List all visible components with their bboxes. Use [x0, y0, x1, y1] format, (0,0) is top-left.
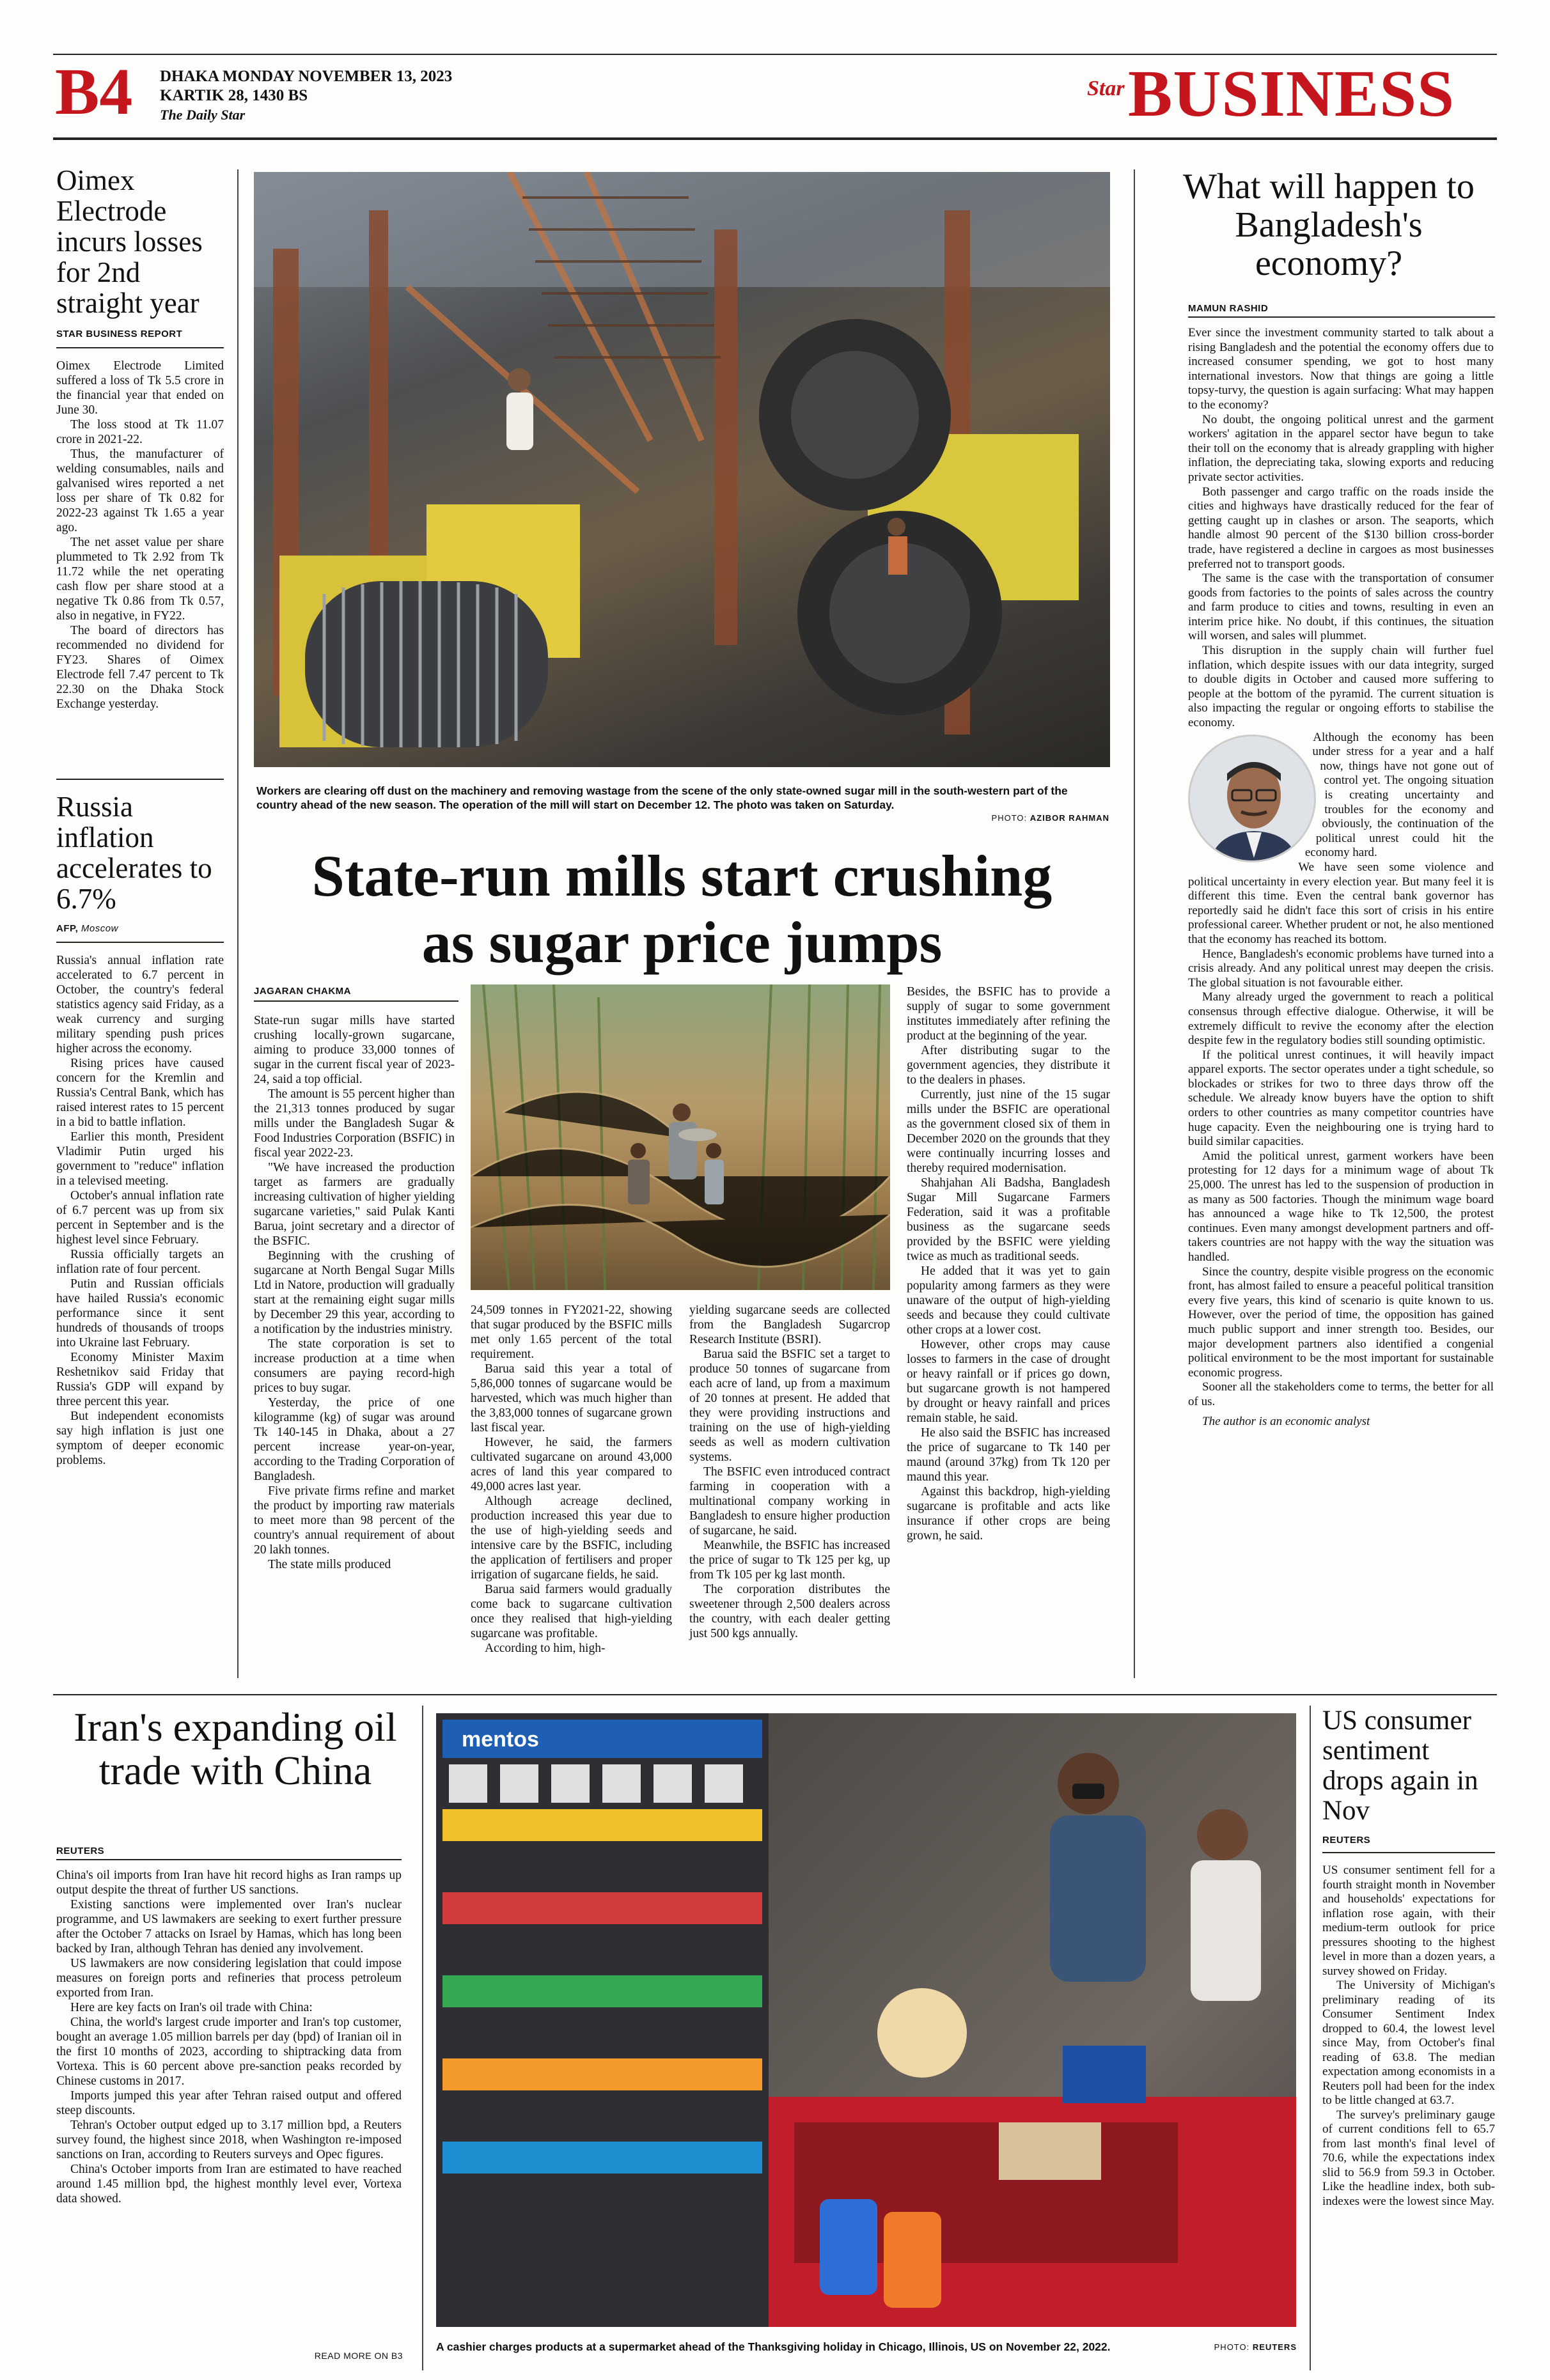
sugar-column-1 [254, 1013, 455, 1572]
credit-name: AZIBOR RAHMAN [1029, 813, 1109, 823]
author-portrait [1190, 736, 1316, 862]
paragraph: Although acreage declined, production increased this year due to the use of high-yielding seeds and intensive care by the BSFIC, including the application of fertilisers and proper irrigation of sugarcane fields, he said. [471, 1495, 672, 1582]
oimex-byline: STAR BUSINESS REPORT [56, 329, 183, 339]
iran-body [56, 1868, 402, 2206]
oimex-headline: Oimex Electrode incurs losses for 2nd straight year [56, 164, 203, 319]
russia-headline: Russia inflation accelerates to 6.7% [56, 791, 212, 915]
paragraph: Since the country, despite visible progress on the economic front, has almost failed to ensure a peaceful political transition every five years, this kind of scenario is quite known to us. However, over the period of time, the opposition has gained much public support and inner strength too. Besides, our major development partners also identified a congenial political environment to be the most important for sustainable economic progress. [1188, 1264, 1494, 1380]
paragraph: The BSFIC even introduced contract farming in cooperation with a multinational company working in Bangladesh to ensure higher production of sugarcane, he said. [689, 1465, 890, 1537]
paragraph: However, other crops may cause losses to farmers in the case of drought or heavy rainfall or if prices go down, but sugarcane growth is not hampered by drought or heavy rainfall and prices remain stable, he said. [907, 1338, 1110, 1425]
sugar-column-2 [471, 1303, 672, 1656]
credit-name: REUTERS [1252, 2342, 1297, 2352]
oimex-article [56, 165, 224, 712]
paragraph: Amid the political unrest, garment workers have been protesting for 12 days for a minimum wage of about Tk 25,000. The unrest has led to the suspension of production in as many as 500 factories. Though the minimum wage board has announced a wage hike to Tk 12,500, the protest continues. Even many amongst development partners and off-takers countries are not happy with the way the situation was handled. [1188, 1149, 1494, 1264]
iran-headline: Iran's expanding oil trade with China [74, 1704, 397, 1793]
paragraph: Besides, the BSFIC has to provide a supply of sugar to some government institutes immediately after refining the product at the beginning of the year. [907, 985, 1110, 1043]
paragraph: "We have increased the production target as farmers are gradually increasing cultivation of higher yielding sugarcane varieties," said Pulak Kanti Barua, joint secretary and a director of the BSFIC. [254, 1161, 455, 1248]
paragraph: The state corporation is set to increase production at a time when consumers are paying record-high prices to buy sugar. [254, 1337, 455, 1395]
paragraph: The same is the case with the transportation of consumer goods from factories to the points of sales across the country and farm produce to cities and towns, resulting in even an interim price hike. No doubt, if this continues, the situation will worsen, and sales will plummet. [1188, 572, 1494, 643]
dateline: DHAKA MONDAY NOVEMBER 13, 2023 [160, 68, 453, 85]
sugar-column-3 [689, 1303, 890, 1641]
sugar-mill-photo [254, 172, 1110, 767]
paragraph: Yesterday, the price of one kilogramme (kg) of sugar was around Tk 140-145 in Dhaka, about a 27 percent increase year-on-year, according to the Trading Corporation of Bangladesh. [254, 1396, 455, 1483]
bengali-date: KARTIK 28, 1430 BS [160, 87, 308, 104]
mill-photo-caption: Workers are clearing off dust on the machinery and removing wastage from the scene of the only state-owned sugar mill in the south-western part of the country ahead of the new season. The operation of the mill will start on December 12. The photo was taken on Saturday. [256, 784, 1068, 811]
paragraph: Hence, Bangladesh's economic problems have turned into a crisis already. And any political unrest may deepen the crisis. The global situation is not favourable either. [1188, 947, 1494, 990]
us-consumer-body [1322, 1863, 1495, 2209]
author-photo [1188, 735, 1316, 862]
shelf-brand-text: mentos [462, 1727, 539, 1752]
iran-byline: REUTERS [56, 1846, 105, 1856]
supermarket-caption: A cashier charges products at a supermarket ahead of the Thanksgiving holiday in Chicago, Illinois, US on November 22, 2022. [436, 2340, 1111, 2353]
russia-byline [56, 923, 224, 934]
paragraph: Sooner all the stakeholders come to terms, the better for all of us. [1188, 1380, 1494, 1408]
paragraph: The amount is 55 percent higher than the 21,313 tonnes produced by sugar mills under the Bangladesh Sugar & Food Industries Corporation (BSFIC) in fiscal year 2022-23. [254, 1087, 455, 1160]
paragraph: Barua said this year a total of 5,86,000 tonnes of sugarcane would be harvested, which was much higher than the 3,83,000 tonnes of sugarcane grown last fiscal year. [471, 1362, 672, 1435]
paragraph: Putin and Russian officials have hailed Russia's economic performance since it sent hundreds of thousands of troops into Ukraine last February. [56, 1277, 224, 1349]
paragraph: China's oil imports from Iran have hit record highs as Iran ramps up output despite the threat of further US sanctions. [56, 1869, 402, 1897]
sugarcane-field-photo [471, 984, 890, 1290]
paragraph: Earlier this month, President Vladimir Putin urged his government to "reduce" inflation in a televised meeting. [56, 1130, 224, 1188]
paragraph: Oimex Electrode Limited suffered a loss of Tk 5.5 crore in the financial year that ended on June 30. [56, 359, 224, 417]
paragraph: Existing sanctions were implemented over Iran's nuclear programme, and US lawmakers are seeking to exert further pressure after the October 7 attacks on Israel by Hamas, which has long been backed by Iran, although Tehran has denied any involvement. [56, 1898, 402, 1956]
russia-body [56, 953, 224, 1468]
paragraph: yielding sugarcane seeds are collected from the Bangladesh Sugarcrop Research Institute (BSRI). [689, 1303, 890, 1346]
russia-byline-place: Moscow [81, 923, 118, 934]
us-consumer-byline: REUTERS [1322, 1835, 1371, 1846]
paragraph: Tehran's October output edged up to 3.17 million bpd, a Reuters survey found, the highest since 2018, when Washington re-imposed sanctions on Iran, according to Reuters surveys and Opec figures. [56, 2119, 402, 2161]
page-number: B4 [55, 55, 133, 128]
paragraph: Rising prices have caused concern for the Kremlin and Russia's Central Bank, which has raised interest rates to 15 percent in a bid to battle inflation. [56, 1057, 224, 1129]
credit-label: PHOTO: [991, 813, 1028, 823]
paragraph: The University of Michigan's preliminary reading of its Consumer Sentiment Index dropped to 60.4, the lowest level since May, from October's final reading of 63.8. The median expectation among economists in a Reuters poll had been for the index to be little changed at 63.7. [1322, 1979, 1495, 2107]
paragraph: China's October imports from Iran are estimated to have reached around 1.45 million bpd, the highest monthly level ever, Vortexa data showed. [56, 2163, 402, 2205]
paragraph: He added that it was yet to gain popularity among farmers as they were unaware of the output of high-yielding seeds and because they could cultivate other crops at a lower cost. [907, 1264, 1110, 1337]
russia-article [56, 791, 224, 1468]
paragraph: Currently, just nine of the 15 sugar mills under the BSFIC are operational as the government closed six of them in December 2020 on the grounds that they were continually incurring losses and thereby required modernisation. [907, 1088, 1110, 1175]
us-consumer-headline: US consumer sentiment drops again in Nov [1322, 1706, 1478, 1826]
paragraph: Beginning with the crushing of sugarcane at North Bengal Sugar Mills Ltd in Natore, production will gradually start at the remaining eight sugar mills by December 29 this year, according to a notification by the industries ministry. [254, 1249, 455, 1336]
paragraph: Russia's annual inflation rate accelerated to 6.7 percent in October, the country's federal statistics agency said Friday, as a weak currency and surging military spending push prices higher across the economy. [56, 954, 224, 1055]
paragraph: Ever since the investment community started to talk about a rising Bangladesh and the potential the economy offers due to increased consumer spending, we got to host many international investors. Now that things are going a little topsy-turvy, the question is again surfacing: What may happen to the economy? [1188, 326, 1494, 412]
paragraph: We have seen some violence and political uncertainty in every election year. But many feel it is different this time. Even the central bank governor has reportedly said he didn't face this sort of crisis in his entire professional career. Whether prudent or not, he also mentioned that the economy has reached its bottom. [1188, 860, 1494, 946]
supermarket-credit [1189, 2342, 1297, 2352]
paragraph: Meanwhile, the BSFIC has increased the price of sugar to Tk 125 per kg, up from Tk 105 per kg last month. [689, 1539, 890, 1582]
sugar-byline: JAGARAN CHAKMA [254, 986, 351, 997]
sugar-headline-line1: State-run mills start crushing [311, 843, 1053, 908]
paragraph: According to him, high- [485, 1642, 606, 1655]
paper-name: The Daily Star [160, 107, 246, 123]
paragraph: The survey's preliminary gauge of current conditions fell to 65.7 from last month's final level of 70.6, while the expectations index slid to 56.9 from 59.3 in October. Like the headline index, both sub-indexes were the lowest since May. [1322, 2108, 1495, 2208]
paragraph: 24,509 tonnes in FY2021-22, showing that sugar produced by the BSFIC mills met only 1.65 percent of the total requirement. [471, 1303, 672, 1361]
sugar-column-4 [907, 984, 1110, 1543]
sugarcane-illustration [471, 984, 890, 1290]
sugar-headline [254, 843, 1110, 976]
russia-byline-agency: AFP, [56, 923, 79, 934]
paragraph: The board of directors has recommended no dividend for FY23. Shares of Oimex Electrode fell 7.47 percent to Tk 22.30 on the Dhaka Stock Exchange yesterday. [56, 624, 224, 711]
paragraph: Barua said the BSFIC set a target to produce 50 tonnes of sugarcane from each acre of land, up from a maximum of 20 tonnes at present. He added that they were providing instructions and training on the use of high-yielding seeds as well as modern cultivation systems. [689, 1348, 890, 1464]
paragraph: Many already urged the government to reach a political consensus through effective dialogue. Otherwise, it will be extremely difficult to revive the economy after the election despite few in the regulatory bodies still sounding optimistic. [1188, 990, 1494, 1048]
paragraph: Economy Minister Maxim Reshetnikov said Friday that Russia's GDP will expand by three percent this year. [56, 1351, 224, 1408]
paragraph: The state mills produced [268, 1558, 391, 1571]
mill-machinery-illustration [254, 172, 1110, 767]
section-title: BUSINESS [1128, 57, 1455, 130]
paragraph: After distributing sugar to the government agencies, they distribute it to the dealers in phases. [907, 1044, 1110, 1087]
mill-photo-credit [972, 813, 1109, 823]
paragraph: Thus, the manufacturer of welding consumables, nails and galvanised wires reported a net loss per share of Tk 0.82 for 2022-23 against Tk 1.65 a year ago. [56, 447, 224, 534]
paragraph: US lawmakers are now considering legislation that could impose measures on foreign ports and refineries that process petroleum exported from Iran. [56, 1957, 402, 2000]
paragraph: Although the economy has been under stress for a year and a half now, things have not gone out of control yet. The ongoing situation is creating uncertainty and troubles for the economy and obviously, the continuation of the political unrest could hit the economy hard. [1304, 730, 1494, 860]
paragraph: Shahjahan Ali Badsha, Bangladesh Sugar Mill Sugarcane Farmers Federation, said it was a profitable business as the sugarcane seeds provided by the BSFIC were yielding twice as much as traditional seeds. [907, 1176, 1110, 1263]
paragraph: Imports jumped this year after Tehran raised output and offered steep discounts. [56, 2089, 402, 2117]
paragraph: China, the world's largest crude importer and Iran's top customer, bought an average 1.05 million barrels per day (bpd) of Iranian oil in the first 10 months of 2023, according to shiptracking data from Vortexa. This is 60 percent above pre-sanction peaks recorded by Chinese customs in 2017. [56, 2016, 402, 2088]
paragraph: But independent economists say high inflation is just one symptom of deeper economic problems. [56, 1410, 224, 1467]
paragraph: The net asset value per share plummeted to Tk 2.92 from Tk 11.72 while the net operating cash flow per share stood at a negative Tk 0.86 from Tk 0.57, also in negative, in FY22. [56, 536, 224, 623]
paragraph: Barua said farmers would gradually come back to sugarcane cultivation once they realised that high-yielding sugarcane was profitable. [471, 1583, 672, 1640]
supermarket-illustration [436, 1713, 1296, 2327]
paragraph: Here are key facts on Iran's oil trade with China: [70, 2001, 313, 2014]
star-logo: Star [1087, 77, 1125, 100]
oimex-body [56, 359, 224, 712]
paragraph: Five private firms refine and market the product by importing raw materials to meet more than 98 percent of the country's annual requirement of about 20 lakh tonnes. [254, 1484, 455, 1557]
bangladesh-byline: MAMUN RASHID [1188, 303, 1269, 314]
paragraph: The corporation distributes the sweetener through 2,500 dealers across the country, with each dealer getting just 500 kgs annually. [689, 1583, 890, 1640]
paragraph: October's annual inflation rate of 6.7 percent was up from six percent in September and is the highest level since February. [56, 1189, 224, 1247]
bangladesh-body [1188, 326, 1494, 1429]
author-footnote: The author is an economic analyst [1202, 1414, 1370, 1428]
credit-label: PHOTO: [1214, 2342, 1250, 2352]
read-more-link[interactable]: READ MORE ON B3 [314, 2351, 403, 2361]
paragraph: He also said the BSFIC has increased the price of sugarcane to Tk 140 per maund (around 37kg) from Tk 120 per maund this year. [907, 1426, 1110, 1484]
paragraph: However, he said, the farmers cultivated sugarcane on around 43,000 acres of land this year compared to 49,000 acres last year. [471, 1436, 672, 1493]
paragraph: This disruption in the supply chain will further fuel inflation, which despite issues with our data integrity, surged to double digits in October and caused more suffering to people at the bottom of the pyramid. The current situation is also impacting the regular or ongoing efforts to stabilise the economy. [1188, 644, 1494, 730]
paragraph: If the political unrest continues, it will heavily impact apparel exports. The sector operates under a tight schedule, so blockades or strikes for two to three days throw off the schedule. We already know buyers have the option to shift orders to other countries as many competitor countries have huge capacity. Even the neighbouring one is trying hard to build similar capacities. [1188, 1048, 1494, 1149]
paragraph: The loss stood at Tk 11.07 crore in 2021-22. [56, 418, 224, 446]
paragraph: Against this backdrop, high-yielding sugarcane is profitable and acts like insurance if other crops are being grown, he said. [907, 1485, 1110, 1543]
us-consumer-article [1322, 1706, 1495, 2209]
supermarket-photo [436, 1713, 1296, 2327]
paragraph: Both passenger and cargo traffic on the roads inside the cities and highways have drastically reduced for the fear of getting caught up in clashes or arson. The seaports, which handle almost 90 percent of the $130 billion cross-border trade, have registered a decline in cargoes as most businesses preferred not to transport goods. [1188, 485, 1494, 571]
paragraph: Russia officially targets an inflation rate of four percent. [56, 1248, 224, 1276]
paragraph: US consumer sentiment fell for a fourth straight month in November and households' expectations for inflation rose again, with their medium-term outlook for price pressures shooting to the highest level in more than a dozen years, a survey showed on Friday. [1322, 1863, 1495, 1978]
sugar-headline-line2: as sugar price jumps [421, 910, 943, 975]
bangladesh-headline: What will happen to Bangladesh's economy? [1183, 167, 1475, 283]
paragraph: State-run sugar mills have started crushing locally-grown sugarcane, aiming to produce 33,000 tonnes of sugar in the current fiscal year of 2023-24, said a top official. [254, 1014, 455, 1086]
paragraph: No doubt, the ongoing political unrest and the garment workers' agitation in the apparel sector have begun to take their toll on the economy that is already grappling with higher inflation, the depreciating taka, slowing exports and reducing private sector activities. [1188, 412, 1494, 484]
